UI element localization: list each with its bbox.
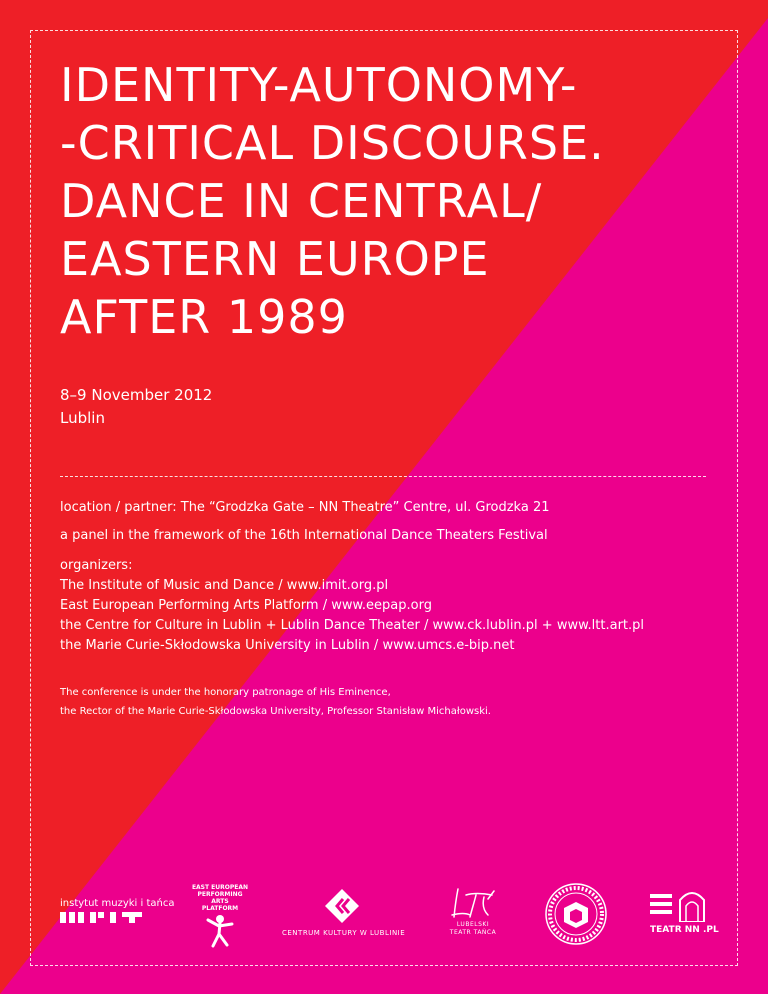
organizer-item: the Centre for Culture in Lublin + Lublin Dance Theater / www.ck.lublin.pl + www.ltt.art.pl (60, 618, 645, 633)
title-line: IDENTITY-AUTONOMY- (60, 58, 578, 112)
diamond-chevron-icon (324, 888, 360, 924)
university-seal-icon (544, 882, 608, 946)
event-date: 8–9 November 2012 (60, 386, 213, 404)
ltt-logo (440, 885, 506, 937)
title-line: EASTERN EUROPE (60, 232, 490, 286)
title-line: AFTER 1989 (60, 290, 348, 344)
poster-title (60, 56, 605, 346)
organizer-item: The Institute of Music and Dance / www.imit.org.pl (60, 578, 389, 593)
dancer-figure-icon (200, 914, 240, 948)
eepap-logo-line: PERFORMING ARTS (197, 891, 243, 905)
patronage-line: The conference is under the honorary patronage of His Eminence, (60, 687, 391, 698)
handwritten-ltt-icon (448, 885, 498, 921)
eepap-logo-line: EAST EUROPEAN (191, 884, 249, 891)
patronage-line: the Rector of the Marie Curie-Skłodowska University, Professor Stanisław Michałowski. (60, 706, 491, 717)
event-city: Lublin (60, 409, 105, 427)
eepap-logo-line: PLATFORM (201, 905, 239, 912)
organizer-item: East European Performing Arts Platform / www.eepap.org (60, 598, 432, 613)
nn-logo-label: TEATR NN .PL (650, 925, 719, 935)
organizer-item: the Marie Curie-Skłodowska University in Lublin / www.umcs.e-bip.net (60, 638, 515, 653)
imit-logo (60, 898, 175, 925)
organizers-list (60, 556, 644, 656)
organizers-heading: organizers: (60, 558, 133, 573)
title-line: -CRITICAL DISCOURSE. (60, 116, 605, 170)
umcs-logo (544, 882, 608, 946)
ck-logo-label: CENTRUM KULTURY W LUBLINIE (282, 929, 406, 937)
imit-logo-icon (60, 909, 146, 925)
dashed-divider (60, 476, 706, 477)
patronage-note (60, 683, 491, 721)
gate-building-icon (650, 888, 710, 922)
ck-logo (282, 888, 406, 937)
ltt-logo-line: TEATR TAŃCA (449, 929, 497, 936)
ltt-logo-line: LUBELSKI (456, 921, 490, 928)
eepap-logo (188, 884, 252, 948)
title-line: DANCE IN CENTRAL/ (60, 174, 543, 228)
location-line: location / partner: The “Grodzka Gate – NN Theatre” Centre, ul. Grodzka 21 (60, 500, 550, 515)
nn-logo (650, 888, 719, 935)
imit-logo-label: instytut muzyki i tańca (60, 898, 175, 909)
panel-line: a panel in the framework of the 16th International Dance Theaters Festival (60, 528, 548, 543)
date-block (60, 384, 212, 430)
